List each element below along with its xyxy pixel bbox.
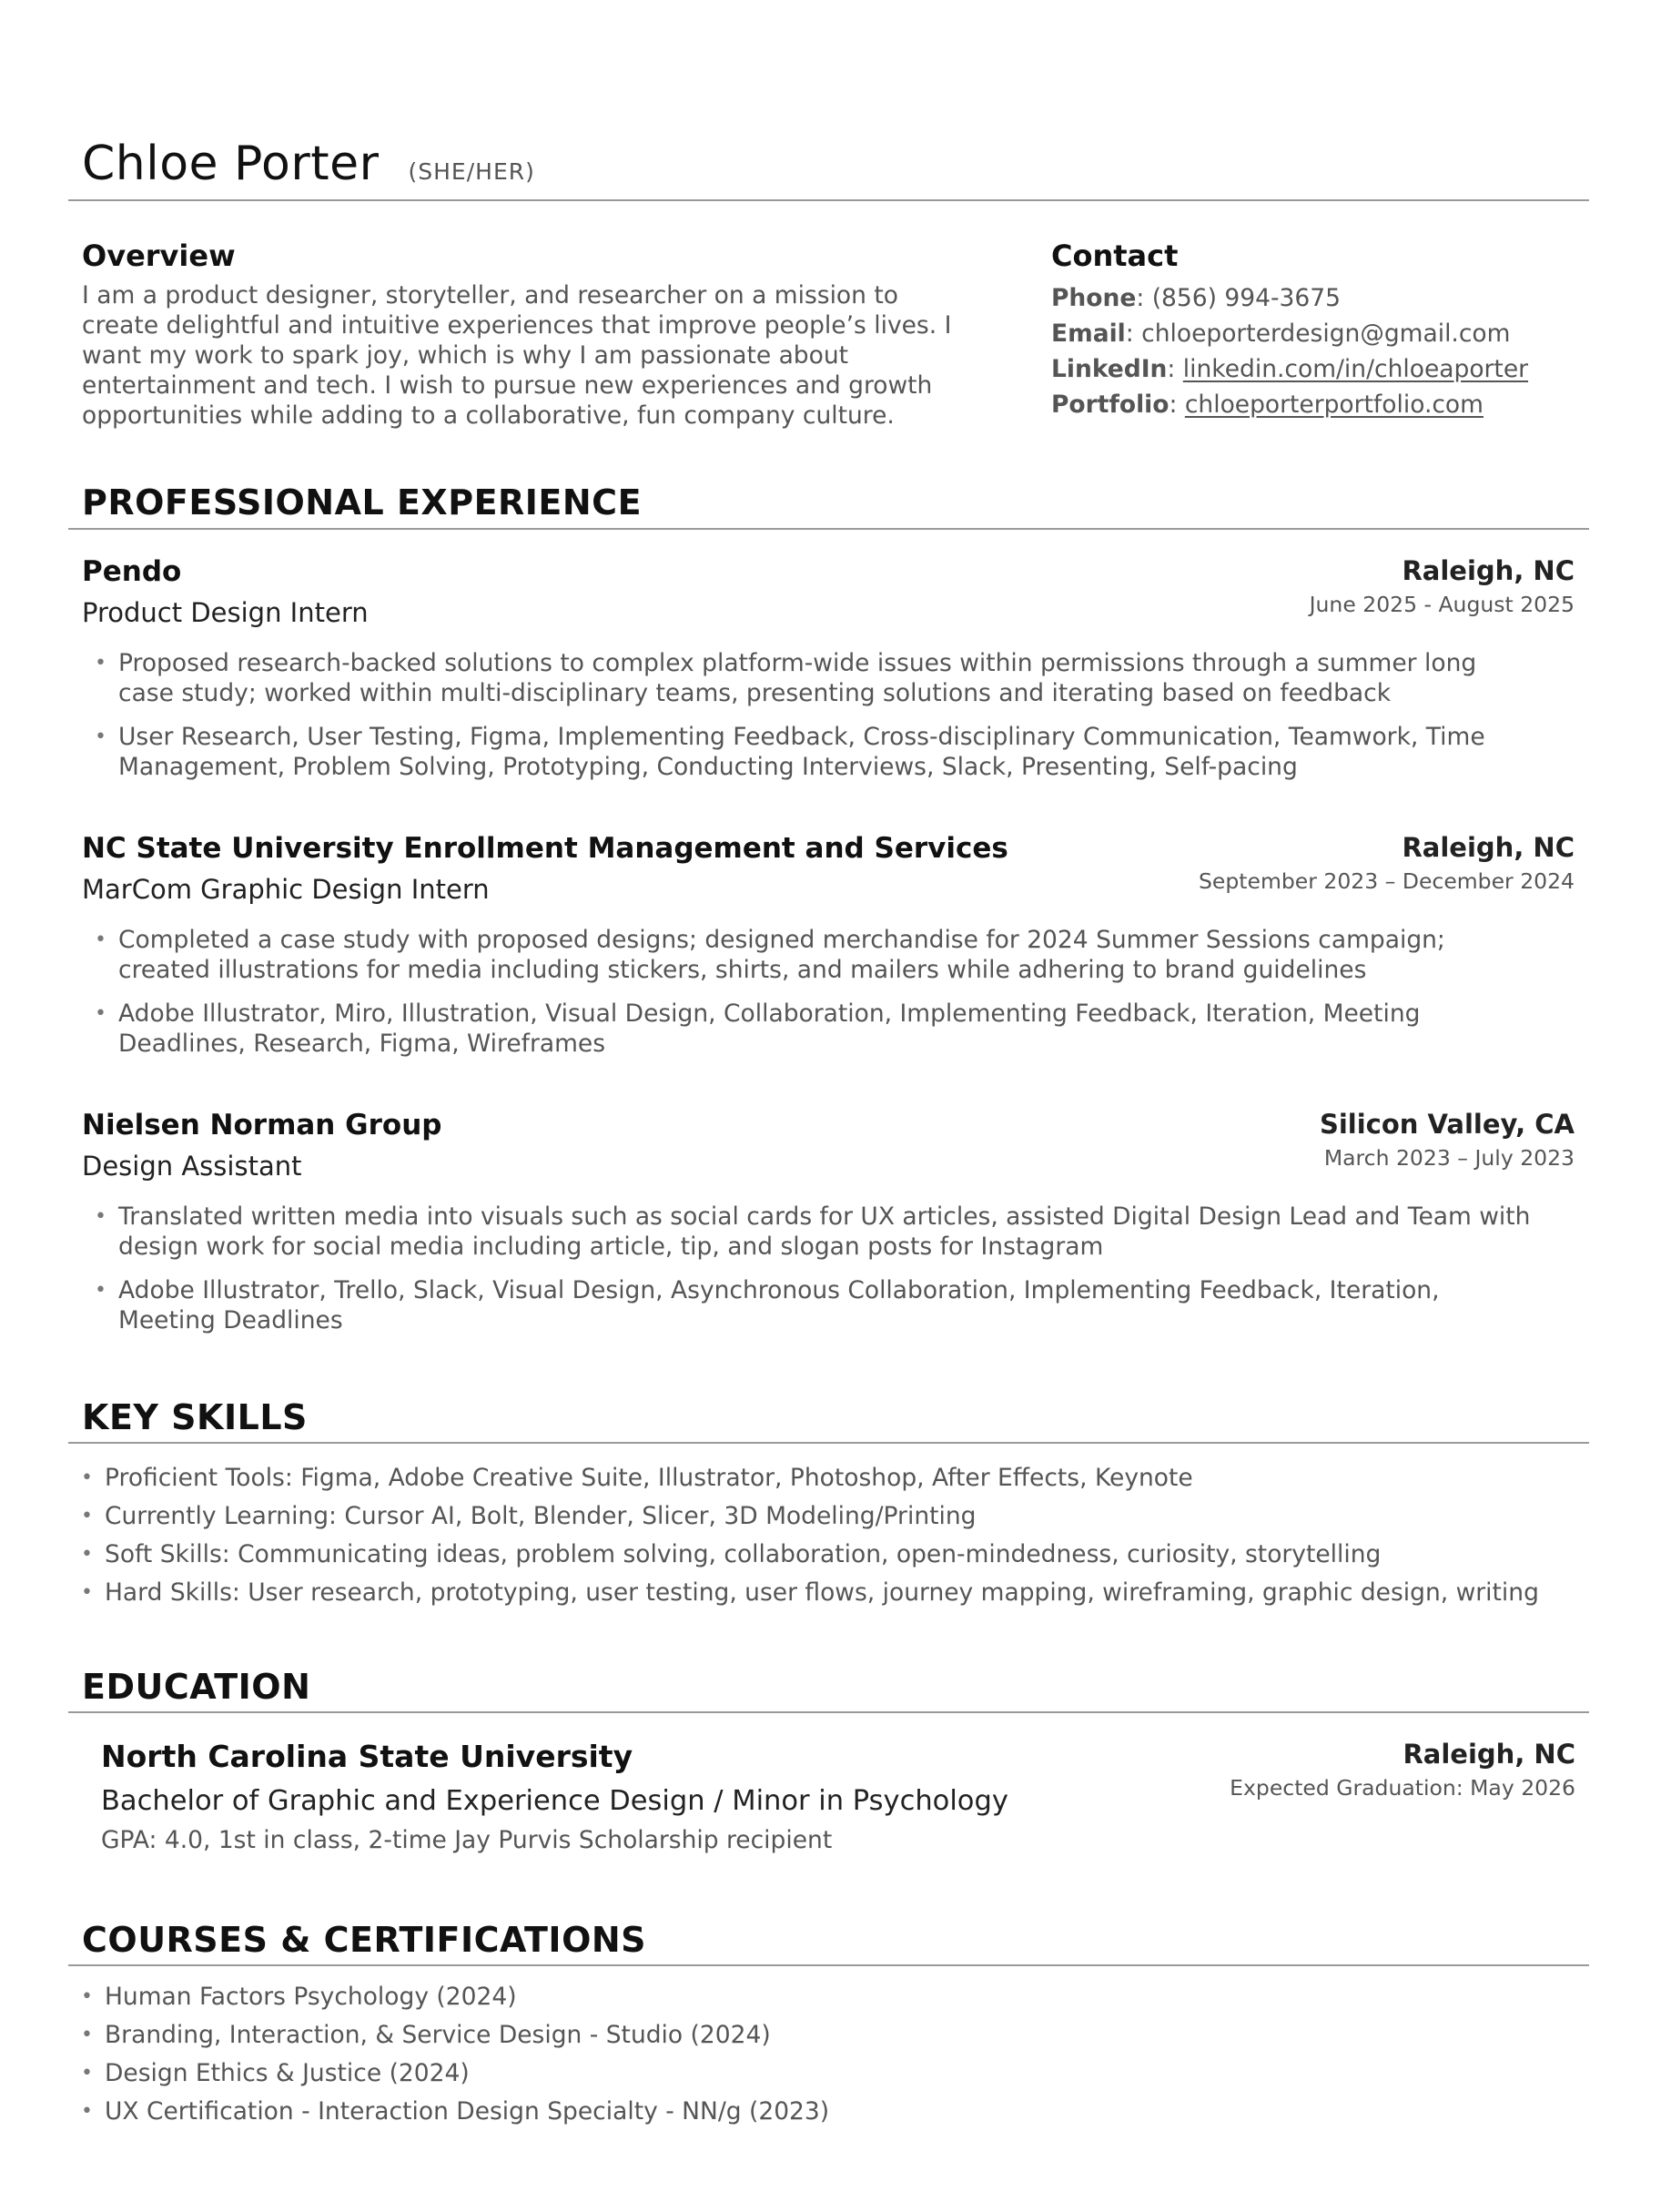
education-divider — [68, 1711, 1589, 1713]
degree: Bachelor of Graphic and Experience Design / Minor in Psychology — [101, 1785, 1008, 1817]
phone-value: (856) 994-3675 — [1151, 284, 1341, 312]
job-org: Pendo — [82, 555, 182, 588]
experience-title: PROFESSIONAL EXPERIENCE — [82, 482, 643, 523]
school-location: Raleigh, NC — [1403, 1739, 1575, 1770]
list-item: • Proficient Tools: Figma, Adobe Creative Suite, Illustrator, Photoshop, After Effects, Keynote — [105, 1463, 1597, 1493]
job-location: Raleigh, NC — [1402, 555, 1575, 586]
overview-section — [82, 238, 974, 431]
portfolio-label: Portfolio — [1051, 391, 1170, 419]
skills-divider — [68, 1442, 1589, 1444]
job-bullets — [82, 1202, 1538, 1335]
overview-text: I am a product designer, storyteller, and researcher on a mission to create delightful and intuitive experiences that improve people’s lives. I want my work to spark joy, which is why I am passionate about entertainment and tech. I wish to pursue new experiences and growth opportunities while adding to a collaborative, fun company culture. — [82, 281, 952, 430]
job-dates: September 2023 – December 2024 — [1199, 868, 1575, 894]
job-entry — [82, 832, 1575, 1072]
courses-title: COURSES & CERTIFICATIONS — [82, 1920, 647, 1960]
phone-label: Phone — [1051, 284, 1137, 312]
courses-divider — [68, 1964, 1589, 1966]
job-role: Design Assistant — [82, 1151, 302, 1182]
overview-heading: Overview — [82, 238, 236, 273]
linkedin-link[interactable]: linkedin.com/in/chloeaporter — [1182, 355, 1529, 383]
list-item: • Soft Skills: Communicating ideas, problem solving, collaboration, open-mindedness, curiosity, storytelling — [105, 1539, 1597, 1569]
job-dates: March 2023 – July 2023 — [1323, 1145, 1575, 1171]
gpa-line: GPA: 4.0, 1st in class, 2-time Jay Purvis Scholarship recipient — [101, 1826, 833, 1854]
job-bullet: • Adobe Illustrator, Miro, Illustration, Visual Design, Collaboration, Implementing Feedback, Iteration, Meeting Deadlines, Research, Figma, Wireframes — [118, 999, 1538, 1059]
job-org: NC State University Enrollment Management and Services — [82, 832, 1008, 865]
email-label: Email — [1051, 320, 1126, 348]
job-location: Raleigh, NC — [1402, 832, 1575, 863]
job-location: Silicon Valley, CA — [1319, 1109, 1575, 1140]
job-bullet: • Completed a case study with proposed designs; designed merchandise for 2024 Summer Sessions campaign; created illustrations for media including stickers, shirts, and mailers while adhering to brand guidelines — [118, 925, 1538, 985]
job-bullet: • Proposed research-backed solutions to complex platform-wide issues within permissions through a summer long case study; worked within multi-disciplinary teams, presenting solutions and iterating based on feedback — [118, 648, 1538, 708]
skills-list — [105, 1463, 1597, 1616]
pronouns: (SHE/HER) — [408, 158, 535, 185]
job-bullet: • User Research, User Testing, Figma, Implementing Feedback, Cross-disciplinary Communication, Teamwork, Time Management, Problem Solving, Prototyping, Conducting Interviews, Slack, Presenting, Self-pacing — [118, 722, 1538, 782]
job-role: MarCom Graphic Design Intern — [82, 874, 490, 905]
experience-divider — [68, 528, 1589, 530]
full-name: Chloe Porter — [82, 137, 380, 191]
job-bullets — [82, 648, 1538, 782]
job-role: Product Design Intern — [82, 597, 369, 628]
name-header — [82, 137, 535, 200]
portfolio-link[interactable]: chloeporterportfolio.com — [1184, 391, 1484, 419]
list-item: • Currently Learning: Cursor AI, Bolt, Blender, Slicer, 3D Modeling/Printing — [105, 1501, 1597, 1531]
contact-section — [1051, 238, 1597, 422]
education-entry — [101, 1739, 1575, 1854]
contact-heading: Contact — [1051, 238, 1179, 273]
graduation-date: Expected Graduation: May 2026 — [1230, 1775, 1575, 1801]
job-dates: June 2025 - August 2025 — [1309, 592, 1575, 617]
job-entry — [82, 555, 1575, 796]
list-item: • Design Ethics & Justice (2024) — [105, 2058, 1597, 2088]
email-value[interactable]: chloeporterdesign@gmail.com — [1141, 320, 1511, 348]
job-bullet: • Adobe Illustrator, Trello, Slack, Visual Design, Asynchronous Collaboration, Implementing Feedback, Iteration, Meeting Deadlines — [118, 1275, 1538, 1335]
courses-list — [105, 1982, 1597, 2135]
list-item: • Hard Skills: User research, prototyping, user testing, user flows, journey mapping, wireframing, graphic design, writing — [105, 1578, 1597, 1608]
job-org: Nielsen Norman Group — [82, 1109, 442, 1142]
list-item: • UX Certification - Interaction Design Specialty - NN/g (2023) — [105, 2096, 1597, 2126]
school-name: North Carolina State University — [101, 1739, 633, 1774]
header-divider — [68, 199, 1589, 201]
contact-linkedin: LinkedIn: linkedin.com/in/chloeaporter — [1051, 355, 1529, 383]
list-item: • Branding, Interaction, & Service Design - Studio (2024) — [105, 2020, 1597, 2050]
skills-title: KEY SKILLS — [82, 1397, 308, 1437]
education-title: EDUCATION — [82, 1667, 311, 1707]
contact-email: Email: chloeporterdesign@gmail.com — [1051, 320, 1511, 348]
job-entry — [82, 1109, 1575, 1349]
contact-portfolio: Portfolio: chloeporterportfolio.com — [1051, 391, 1484, 419]
job-bullet: • Translated written media into visuals such as social cards for UX articles, assisted Digital Design Lead and Team with design work for social media including article, tip, and slogan posts for Instagram — [118, 1202, 1538, 1262]
linkedin-label: LinkedIn — [1051, 355, 1168, 383]
job-bullets — [82, 925, 1538, 1059]
contact-phone: Phone: (856) 994-3675 — [1051, 284, 1341, 312]
list-item: • Human Factors Psychology (2024) — [105, 1982, 1597, 2012]
